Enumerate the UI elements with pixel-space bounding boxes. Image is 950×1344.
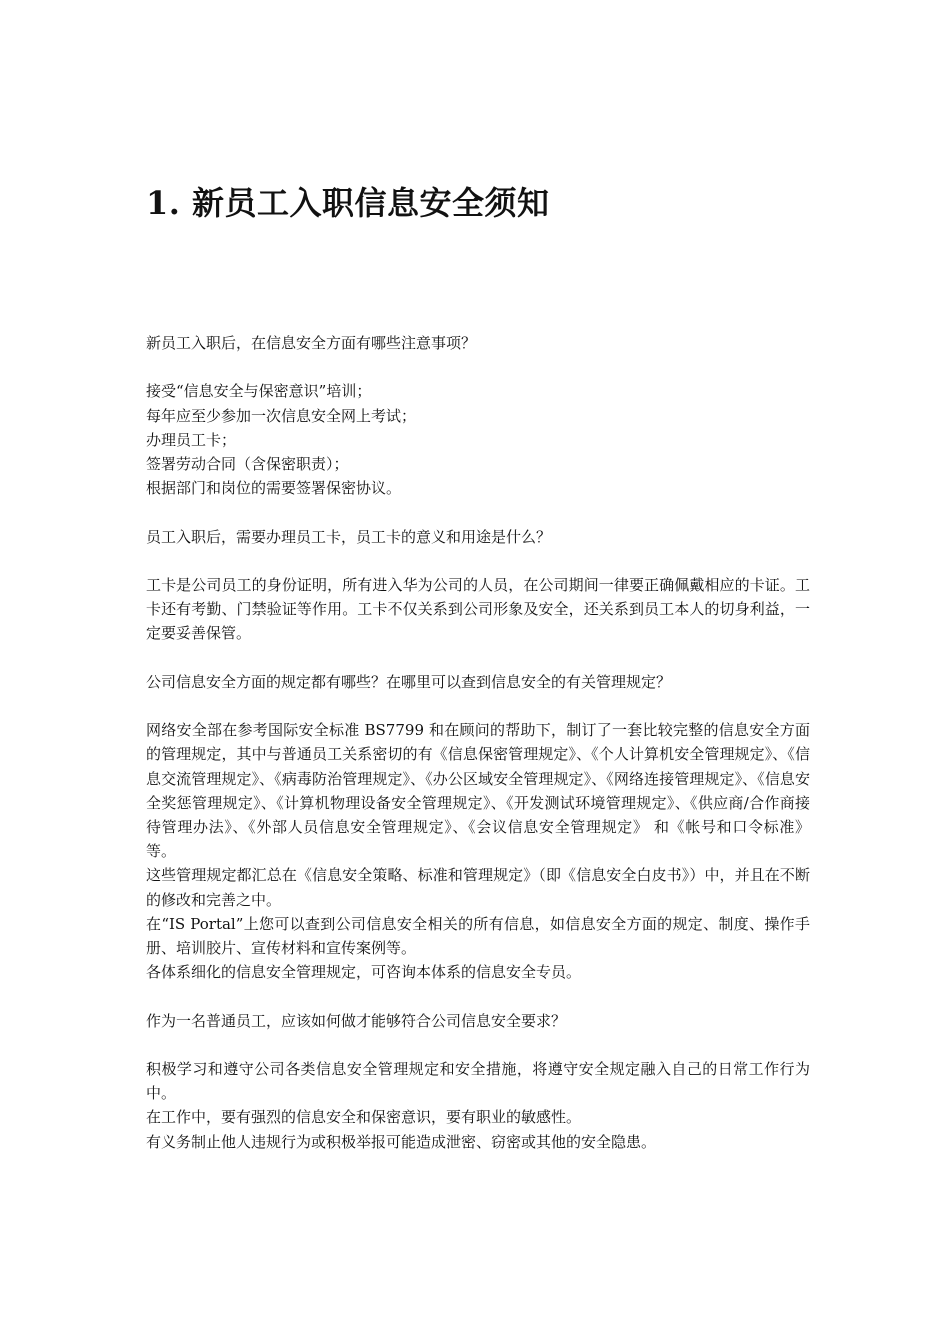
section-1-item: 根据部门和岗位的需要签署保密协议。 (146, 479, 402, 498)
document-body (146, 331, 810, 1154)
spacer (146, 984, 810, 1008)
section-4-question: 作为一名普通员工，应该如何做才能够符合公司信息安全要求？ (146, 1011, 567, 1030)
section-4-paragraph: 有义务制止他人违规行为或积极举报可能造成泄密、窃密或其他的安全隐患。 (146, 1132, 657, 1151)
section-3-question: 公司信息安全方面的规定都有哪些？在哪里可以查到信息安全的有关管理规定？ (146, 672, 672, 691)
section-4-paragraph: 在工作中，要有强烈的信息安全和保密意识，要有职业的敏感性。 (146, 1108, 582, 1127)
document-title: 1. 新员工入职信息安全须知 (146, 184, 550, 222)
section-1-item: 办理员工卡； (146, 430, 237, 449)
spacer (146, 500, 810, 524)
section-3-paragraph: 网络安全部在参考国际安全标准 BS7799 和在顾问的帮助下，制订了一套比较完整的信息安全方面的管理规定，其中与普通员工关系密切的有《信息保密管理规定》、《个人计算机安全管理规定》、《信息交流管理规定》、《病毒防治管理规定》、《办公区域安全管理规定》、《网络连接管理规定》、《信息安全奖惩管理规定》、《计算机物理设备安全管理规定》、《开发测试环境管理规定》、《供应商/合作商接待管理办法》、《外部人员信息安全管理规定》、《会议信息安全管理规定》 和《帐号和口令标准》 等。 (146, 721, 810, 861)
section-1-item: 接受“信息安全与保密意识”培训； (146, 382, 372, 401)
spacer (146, 646, 810, 670)
section-3-paragraph: 在“IS Portal”上您可以查到公司信息安全相关的所有信息，如信息安全方面的规定、制度、操作手册、培训胶片、宣传材料和宣传案例等。 (146, 914, 810, 957)
section-3-paragraph: 这些管理规定都汇总在《信息安全策略、标准和管理规定》（即《信息安全白皮书》）中，并且在不断的修改和完善之中。 (146, 866, 810, 909)
section-1-item: 每年应至少参加一次信息安全网上考试； (146, 406, 417, 425)
spacer (146, 1033, 810, 1057)
section-4-paragraph: 积极学习和遵守公司各类信息安全管理规定和安全措施，将遵守安全规定融入自己的日常工作行为中。 (146, 1059, 810, 1103)
section-2-question: 员工入职后，需要办理员工卡，员工卡的意义和用途是什么？ (146, 527, 552, 546)
spacer (146, 355, 810, 379)
section-1-question: 新员工入职后，在信息安全方面有哪些注意事项？ (146, 334, 477, 352)
section-1-item: 签署劳动合同（含保密职责）； (146, 455, 349, 473)
section-2-paragraph: 工卡是公司员工的身份证明，所有进入华为公司的人员，在公司期间一律要正确佩戴相应的卡证。工卡还有考勤、门禁验证等作用。工卡不仅关系到公司形象及安全，还关系到员工本人的切身利益，一定要妥善保管。 (146, 575, 810, 643)
spacer (146, 694, 810, 718)
spacer (146, 549, 810, 573)
section-3-paragraph: 各体系细化的信息安全管理规定，可咨询本体系的信息安全专员。 (146, 963, 582, 982)
